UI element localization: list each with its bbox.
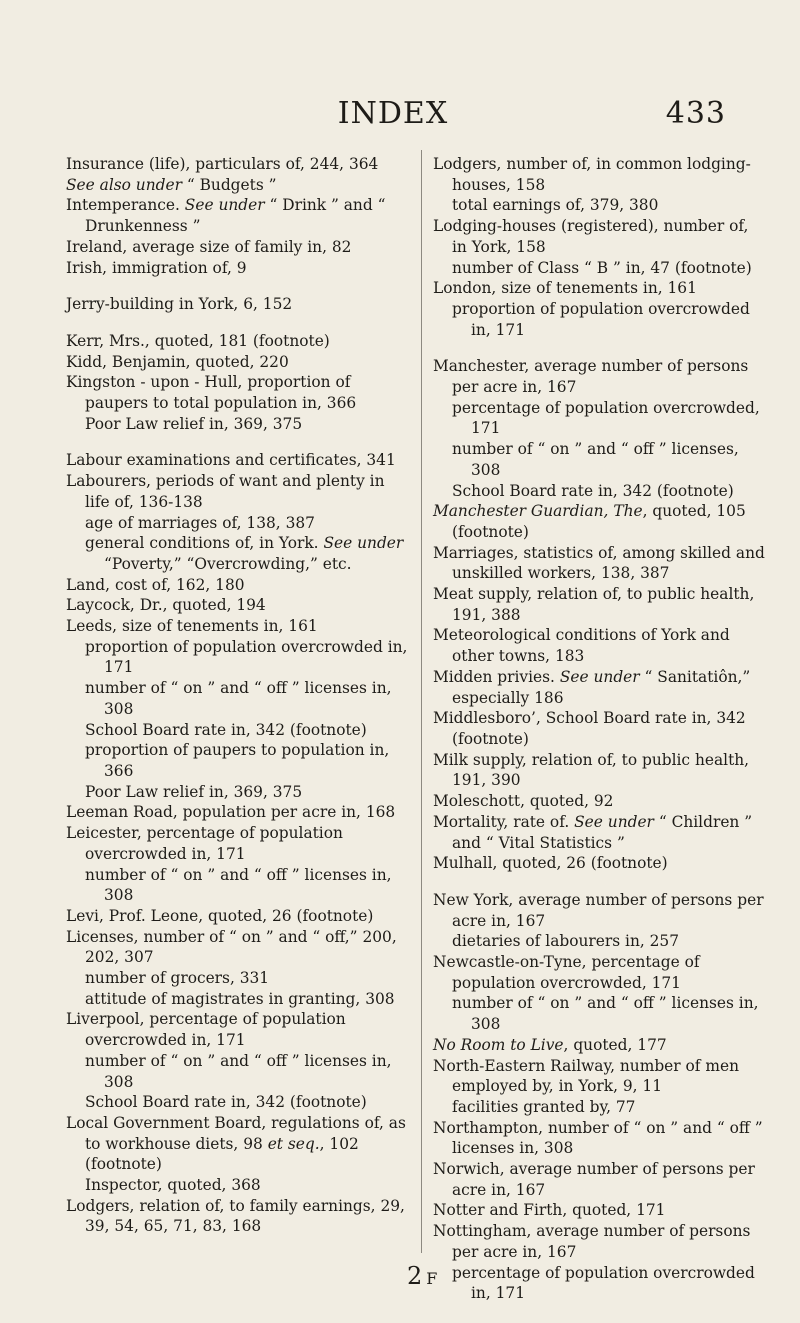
- index-entry: London, size of tenements in, 161: [433, 279, 697, 298]
- italic-text: See also under: [66, 175, 182, 194]
- entry-text: general conditions of, in York.: [85, 534, 324, 553]
- index-entry: Jerry-building in York, 6, 152: [66, 295, 293, 314]
- index-entry: Milk supply, relation of, to public health, 191, 390: [433, 750, 750, 790]
- entry-text: Mortality, rate of.: [433, 812, 575, 831]
- index-entry: Norwich, average number of persons per acre in, 167: [433, 1160, 755, 1199]
- entry-text: “ Children ” and “ Vital Statistics ”: [452, 812, 753, 852]
- index-entry: Meat supply, relation of, to public health, 191, 388: [433, 585, 755, 624]
- index-entry: Insurance (life), particulars of, 244, 364: [66, 155, 379, 173]
- index-entry: Kingston - upon - Hull, proportion of paupers to total population in, 366: [66, 373, 357, 413]
- index-column-left: [66, 154, 412, 1237]
- index-entry: Laycock, Dr., quoted, 194: [66, 596, 266, 615]
- index-subentry: Inspector, quoted, 368: [85, 1176, 261, 1195]
- signature-number: 2: [407, 1262, 425, 1290]
- index-subentry: School Board rate in, 342 (footnote): [85, 720, 367, 739]
- signature-letter: F: [426, 1269, 438, 1288]
- entry-spacer: [66, 315, 412, 331]
- index-subentry: [66, 533, 412, 574]
- index-subentry: number of grocers, 331: [85, 969, 270, 988]
- italic-text: No Room to Live: [433, 1035, 564, 1054]
- index-subentry: attitude of magistrates in granting, 308: [85, 989, 395, 1008]
- index-subentry: number of “ on ” and “ off ” licenses in, 308: [85, 865, 392, 905]
- index-entry: Manchester, average number of persons per acre in, 167: [433, 357, 749, 397]
- index-entry: [66, 195, 412, 236]
- entry-spacer: [433, 874, 767, 890]
- index-subentry: School Board rate in, 342 (footnote): [452, 481, 734, 500]
- index-subentry: number of “ on ” and “ off ” licenses, 308: [452, 440, 739, 479]
- index-entry: Liverpool, percentage of population overcrowded in, 171: [66, 1010, 346, 1050]
- page-title: INDEX: [337, 96, 449, 131]
- index-subentry: proportion of paupers to population in, 366: [85, 741, 390, 780]
- index-subentry: proportion of population overcrowded in, 171: [452, 299, 750, 339]
- italic-text: See under: [574, 812, 654, 831]
- index-entry: Leicester, percentage of population overcrowded in, 171: [66, 824, 343, 863]
- index-subentry: number of “ on ” and “ off ” licenses in, 308: [85, 679, 392, 718]
- entry-text: , 102 (footnote): [85, 1134, 359, 1174]
- italic-text: See under: [559, 667, 640, 686]
- index-entry: Licenses, number of “ on ” and “ off,” 200, 202, 307: [66, 927, 397, 967]
- entry-text: “Poverty,” “Overcrowding,” etc.: [104, 554, 352, 573]
- index-entry: Marriages, statistics of, among skilled and unskilled workers, 138, 387: [433, 543, 765, 583]
- index-subentry: percentage of population overcrowded in, 171: [452, 1263, 755, 1303]
- italic-text: See under: [323, 534, 404, 553]
- index-column-right: [433, 154, 767, 1304]
- italic-text: et seq.: [267, 1134, 320, 1153]
- signature-mark: [407, 1262, 437, 1290]
- index-subentry: Poor Law relief in, 369, 375: [85, 782, 303, 801]
- entry-text: “ Sanitatiôn,” especially 186: [452, 667, 751, 707]
- entry-text: Local Government Board, regulations of, as to workhouse diets, 98: [66, 1113, 406, 1153]
- index-subentry: School Board rate in, 342 (footnote): [85, 1093, 367, 1112]
- index-entry: [433, 667, 767, 708]
- index-entry: Meteorological conditions of York and other towns, 183: [433, 626, 730, 666]
- index-entry: [433, 812, 767, 853]
- index-entry: Lodging-houses (registered), number of, in York, 158: [433, 217, 749, 256]
- index-entry: Labour examinations and certificates, 341: [66, 451, 396, 470]
- index-subentry: facilities granted by, 77: [452, 1097, 636, 1116]
- index-entry: [66, 1113, 412, 1175]
- index-entry: Irish, immigration of, 9: [66, 258, 247, 277]
- index-subentry: percentage of population overcrowded, 171: [452, 398, 760, 438]
- index-entry: [433, 501, 767, 542]
- index-entry: New York, average number of persons per acre in, 167: [433, 890, 764, 930]
- entry-spacer: [433, 340, 767, 356]
- index-subentry: number of “ on ” and “ off ” licenses in, 308: [85, 1051, 392, 1091]
- index-entry: Northampton, number of “ on ” and “ off ” licenses in, 308: [433, 1118, 763, 1158]
- index-entry: Nottingham, average number of persons per acre in, 167: [433, 1222, 751, 1261]
- index-entry: Leeds, size of tenements in, 161: [66, 617, 318, 636]
- index-entry: Kerr, Mrs., quoted, 181 (footnote): [66, 331, 330, 350]
- index-subentry: total earnings of, 379, 380: [452, 196, 659, 215]
- index-entry: [433, 1035, 767, 1056]
- entry-text: “ Budgets ”: [181, 175, 277, 194]
- index-entry: [66, 175, 412, 196]
- entry-spacer: [66, 278, 412, 294]
- index-entry: North-Eastern Railway, number of men employed by, in York, 9, 11: [433, 1056, 739, 1096]
- index-subentry: dietaries of labourers in, 257: [452, 932, 680, 951]
- entry-text: , quoted, 177: [563, 1035, 667, 1054]
- index-entry: Lodgers, relation of, to family earnings, 29, 39, 54, 65, 71, 83, 168: [66, 1196, 405, 1236]
- entry-text: “ Drink ” and “ Drunkenness ”: [85, 196, 386, 236]
- index-entry: Kidd, Benjamin, quoted, 220: [66, 352, 289, 371]
- italic-text: See under: [184, 196, 265, 215]
- column-divider: [421, 150, 422, 1253]
- index-entry: Labourers, periods of want and plenty in life of, 136-138: [66, 472, 385, 511]
- index-entry: Middlesboro’, School Board rate in, 342 (footnote): [433, 709, 746, 748]
- index-entry: Notter and Firth, quoted, 171: [433, 1201, 666, 1220]
- index-entry: Lodgers, number of, in common lodging-houses, 158: [433, 155, 751, 194]
- index-subentry: number of Class “ B ” in, 47 (footnote): [452, 258, 752, 277]
- index-entry: Ireland, average size of family in, 82: [66, 237, 352, 256]
- entry-text: Intemperance.: [66, 196, 185, 215]
- page-number: 433: [665, 96, 726, 131]
- index-subentry: number of “ on ” and “ off ” licenses in, 308: [452, 994, 759, 1034]
- italic-text: Manchester Guardian, The: [433, 502, 643, 521]
- running-header: [60, 96, 726, 136]
- index-entry: Land, cost of, 162, 180: [66, 575, 245, 594]
- index-entry: Mulhall, quoted, 26 (footnote): [433, 854, 668, 873]
- index-subentry: Poor Law relief in, 369, 375: [85, 414, 303, 433]
- index-entry: Levi, Prof. Leone, quoted, 26 (footnote): [66, 906, 374, 925]
- index-subentry: proportion of population overcrowded in, 171: [85, 637, 408, 677]
- index-subentry: age of marriages of, 138, 387: [85, 513, 315, 532]
- entry-text: Midden privies.: [433, 667, 560, 686]
- entry-text: , quoted, 105 (footnote): [452, 502, 746, 541]
- index-entry: Newcastle-on-Tyne, percentage of population overcrowded, 171: [433, 953, 700, 992]
- index-entry: Leeman Road, population per acre in, 168: [66, 803, 396, 822]
- index-entry: Moleschott, quoted, 92: [433, 792, 614, 811]
- entry-spacer: [66, 434, 412, 450]
